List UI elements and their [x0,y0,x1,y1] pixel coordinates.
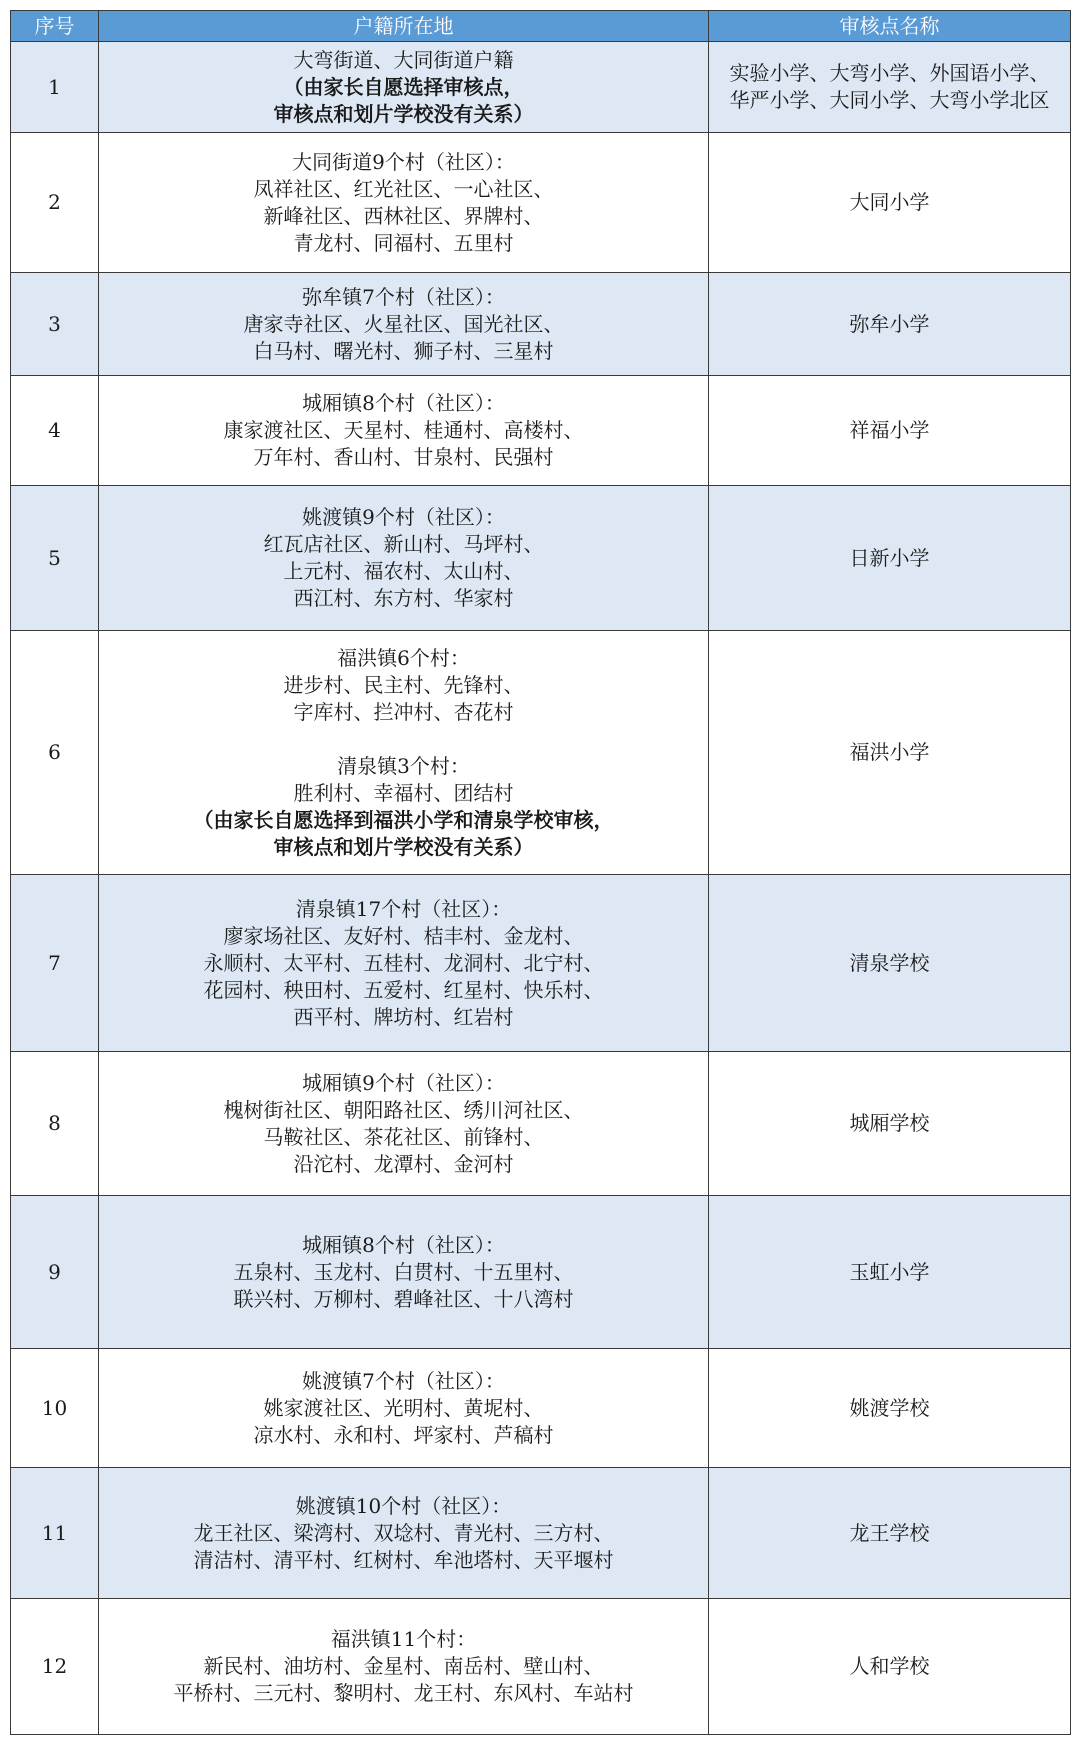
household-location-cell [99,1196,709,1349]
area-line: 新峰社区、西林社区、界牌村、 [263,203,544,228]
area-note-line: 审核点和划片学校没有关系） [273,834,534,859]
area-line: 马鞍社区、茶花社区、前锋村、 [263,1124,544,1149]
area-line: 上元村、福农村、太山村、 [283,559,524,583]
household-location-cell [99,631,709,875]
household-location-cell [99,1599,709,1735]
row-index: 7 [11,875,99,1052]
table-row [11,273,1071,376]
area-line: 青龙村、同福村、五里村 [293,230,514,255]
area-line: 花园村、秧田村、五爱村、红星村、快乐村、 [203,977,604,1002]
area-line: 字库村、拦冲村、杏花村 [293,699,514,724]
area-line: 联兴村、万柳村、碧峰社区、十八湾村 [233,1286,574,1311]
area-line: 凤祥社区、红光社区、一心社区、 [253,176,554,201]
area-line: 龙王社区、梁湾村、双埝村、青光村、三方村、 [193,1520,614,1545]
review-site-cell [709,1468,1071,1599]
review-site-cell [709,133,1071,273]
site-line: 城厢学校 [849,1111,930,1135]
area-line: 西江村、东方村、华家村 [293,586,514,610]
area-line: 清泉镇3个村： [337,753,470,778]
area-line: 清洁村、清平村、红树村、牟池塔村、天平堰村 [193,1547,614,1572]
header-household-location: 户籍所在地 [99,11,709,42]
review-site-cell [709,875,1071,1052]
site-line: 祥福小学 [849,418,930,442]
area-line: 五泉村、玉龙村、白贯村、十五里村、 [233,1259,574,1284]
area-line: 城厢镇9个村（社区）： [302,1070,505,1095]
site-line: 福洪小学 [849,740,930,764]
review-site-cell [709,631,1071,875]
area-note-line: （由家长自愿选择到福洪小学和清泉学校审核， [193,807,614,832]
row-index: 6 [11,631,99,875]
household-location-cell [99,486,709,631]
registration-table [10,10,1071,1735]
row-index: 4 [11,376,99,486]
table-row [11,1599,1071,1735]
row-index: 2 [11,133,99,273]
area-line: 白马村、曙光村、狮子村、三星村 [253,338,554,363]
table-row [11,1349,1071,1468]
site-line: 实验小学、大弯小学、外国语小学、 [729,61,1050,85]
row-index: 10 [11,1349,99,1468]
review-site-cell [709,1349,1071,1468]
table-row [11,42,1071,133]
area-line: 姚渡镇10个村（社区）： [295,1493,512,1518]
household-location-cell [99,133,709,273]
table-row [11,875,1071,1052]
area-line: 姚渡镇7个村（社区）： [302,1368,505,1393]
area-line: 福洪镇6个村： [337,645,470,670]
area-line: 进步村、民主村、先锋村、 [283,672,524,697]
area-line: 城厢镇8个村（社区）： [302,391,505,415]
area-line: 康家渡社区、天星村、桂通村、高楼村、 [223,418,584,442]
area-line: 姚渡镇9个村（社区）： [302,505,505,529]
row-index: 1 [11,42,99,133]
household-location-cell [99,376,709,486]
area-line: 沿沱村、龙潭村、金河村 [293,1151,514,1176]
site-line: 弥牟小学 [849,311,930,336]
site-line: 龙王学校 [849,1520,930,1545]
household-location-cell [99,273,709,376]
area-line: 福洪镇11个村： [330,1627,477,1651]
review-site-cell [709,1599,1071,1735]
row-index: 11 [11,1468,99,1599]
household-location-cell [99,1052,709,1196]
review-site-cell [709,1052,1071,1196]
area-line: 弥牟镇7个村（社区）： [302,284,505,309]
table-row [11,1468,1071,1599]
area-line: 万年村、香山村、甘泉村、民强村 [253,445,554,469]
review-site-cell [709,376,1071,486]
area-line: 西平村、牌坊村、红岩村 [293,1004,514,1029]
area-line: 姚家渡社区、光明村、黄坭村、 [263,1395,544,1420]
site-line: 华严小学、大同小学、大弯小学北区 [729,88,1050,112]
area-line: 廖家场社区、友好村、桔丰村、金龙村、 [223,923,584,948]
row-index: 9 [11,1196,99,1349]
area-line: 清泉镇17个村（社区）： [295,896,512,921]
site-line: 人和学校 [849,1654,930,1678]
area-line: 永顺村、太平村、五桂村、龙洞村、北宁村、 [203,950,604,975]
household-location-cell [99,1468,709,1599]
table-row [11,133,1071,273]
header-index: 序号 [11,11,99,42]
area-line: 红瓦店社区、新山村、马坪村、 [263,532,544,556]
area-line: 大同街道9个村（社区）： [292,149,515,174]
area-line: 唐家寺社区、火星社区、国光社区、 [243,311,564,336]
household-location-cell [99,875,709,1052]
area-line: 城厢镇8个村（社区）： [302,1232,505,1257]
area-note-line: 审核点和划片学校没有关系） [273,101,534,126]
site-line: 玉虹小学 [849,1259,930,1284]
site-line: 大同小学 [849,190,930,214]
review-site-cell [709,486,1071,631]
review-site-cell [709,1196,1071,1349]
area-line: 平桥村、三元村、黎明村、龙王村、东风村、车站村 [173,1681,634,1705]
table-row [11,376,1071,486]
header-row [11,11,1071,42]
site-line: 清泉学校 [849,950,930,975]
area-line: 大弯街道、大同街道户籍 [293,47,514,72]
site-line: 姚渡学校 [849,1395,930,1420]
table-row [11,1196,1071,1349]
household-location-cell [99,42,709,133]
table-row [11,486,1071,631]
table-row [11,1052,1071,1196]
row-index: 3 [11,273,99,376]
site-line: 日新小学 [849,545,930,570]
area-line: 胜利村、幸福村、团结村 [293,780,514,805]
area-line: 新民村、油坊村、金星村、南岳村、壁山村、 [203,1654,604,1678]
header-review-site: 审核点名称 [709,11,1071,42]
row-index: 8 [11,1052,99,1196]
table-row [11,631,1071,875]
blank-line [105,726,702,753]
review-site-cell [709,273,1071,376]
area-line: 槐树街社区、朝阳路社区、绣川河社区、 [223,1097,584,1122]
row-index: 12 [11,1599,99,1735]
area-line: 凉水村、永和村、坪家村、芦稿村 [253,1422,554,1447]
area-note-line: （由家长自愿选择审核点， [283,74,524,99]
household-location-cell [99,1349,709,1468]
row-index: 5 [11,486,99,631]
review-site-cell [709,42,1071,133]
